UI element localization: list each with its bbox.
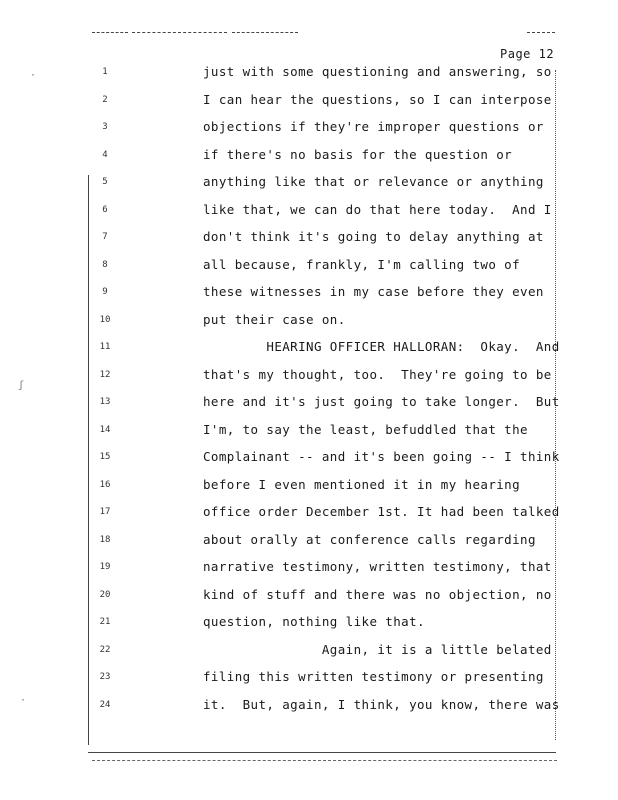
line-number: 4 — [102, 149, 108, 160]
header-rule — [132, 32, 227, 33]
line-number: 23 — [99, 672, 111, 682]
line-number: 2 — [102, 94, 108, 105]
transcript-line — [0, 119, 618, 139]
line-text: filing this written testimony or presenting — [203, 669, 544, 684]
line-number: 5 — [102, 177, 108, 187]
line-text: question, nothing like that. — [203, 614, 425, 629]
line-text: about orally at conference calls regarding — [203, 531, 536, 547]
line-text: before I even mentioned it in my hearing — [203, 476, 521, 492]
transcript-line — [0, 147, 618, 167]
line-text: these witnesses in my case before they even — [203, 284, 544, 299]
transcript-line — [0, 92, 618, 112]
transcript-line — [0, 449, 618, 469]
line-number: 13 — [99, 397, 111, 407]
line-number: 24 — [99, 699, 111, 710]
line-text: like that, we can do that here today. And I — [203, 201, 552, 217]
line-text: office order December 1st. It had been talked — [203, 504, 560, 519]
page-number: Page 12 — [500, 47, 555, 61]
header-rule — [527, 32, 555, 33]
line-text: I'm, to say the least, befuddled that the — [203, 421, 528, 437]
transcript-line — [0, 367, 618, 387]
line-number: 11 — [99, 342, 111, 352]
line-number: 15 — [99, 452, 111, 462]
scan-speck: · — [20, 695, 27, 706]
line-text: all because, frankly, I'm calling two of — [203, 256, 521, 272]
line-number: 22 — [99, 644, 111, 655]
line-number: 16 — [99, 479, 111, 490]
transcript-line — [0, 422, 618, 442]
scan-speck: · — [30, 70, 37, 81]
line-text: here and it's just going to take longer. But — [203, 394, 560, 409]
footer-rule — [92, 760, 557, 761]
line-number: 14 — [99, 424, 111, 435]
line-text: put their case on. — [203, 311, 346, 327]
transcript-line — [0, 394, 618, 414]
line-text: that's my thought, too. They're going to be — [203, 366, 552, 382]
line-number: 19 — [99, 562, 111, 572]
transcript-line — [0, 339, 618, 359]
transcript-line — [0, 284, 618, 304]
transcript-line — [0, 669, 618, 689]
line-number: 7 — [102, 232, 108, 242]
header-rule — [232, 32, 298, 33]
transcript-line — [0, 532, 618, 552]
transcript-line — [0, 587, 618, 607]
transcript-line — [0, 312, 618, 332]
line-number: 21 — [99, 617, 111, 627]
line-text: kind of stuff and there was no objection, no — [203, 586, 552, 602]
header-rule — [92, 32, 128, 33]
line-number: 9 — [102, 287, 108, 297]
transcript-line — [0, 64, 618, 84]
transcript-line — [0, 697, 618, 717]
line-number: 6 — [102, 204, 108, 215]
transcript-line — [0, 477, 618, 497]
transcript-line — [0, 174, 618, 194]
line-text: HEARING OFFICER HALLORAN: Okay. And — [203, 339, 560, 354]
line-text: don't think it's going to delay anything at — [203, 229, 544, 244]
transcript-line — [0, 504, 618, 524]
line-text: Again, it is a little belated — [203, 641, 552, 657]
transcript-line — [0, 202, 618, 222]
line-number: 18 — [99, 534, 111, 545]
line-number: 1 — [102, 67, 108, 77]
transcript-line — [0, 614, 618, 634]
line-number: 20 — [99, 589, 111, 600]
line-number: 17 — [99, 507, 111, 517]
transcript-line — [0, 559, 618, 579]
line-number: 12 — [99, 369, 111, 380]
line-text: I can hear the questions, so I can interpose — [203, 91, 552, 107]
line-number: 8 — [102, 259, 108, 270]
line-number: 3 — [102, 122, 108, 132]
line-text: Complainant -- and it's been going -- I think — [203, 449, 560, 464]
line-text: narrative testimony, written testimony, that — [203, 559, 552, 574]
line-text: just with some questioning and answering, so — [203, 64, 552, 79]
line-text: if there's no basis for the question or — [203, 146, 513, 162]
bottom-border — [88, 752, 556, 753]
line-text: it. But, again, I think, you know, there was — [203, 696, 560, 712]
line-text: objections if they're improper questions or — [203, 119, 544, 134]
line-number: 10 — [99, 314, 111, 325]
transcript-line — [0, 642, 618, 662]
transcript-line — [0, 229, 618, 249]
transcript-line — [0, 257, 618, 277]
line-text: anything like that or relevance or anything — [203, 174, 544, 189]
scan-speck: ʃ — [18, 380, 25, 391]
